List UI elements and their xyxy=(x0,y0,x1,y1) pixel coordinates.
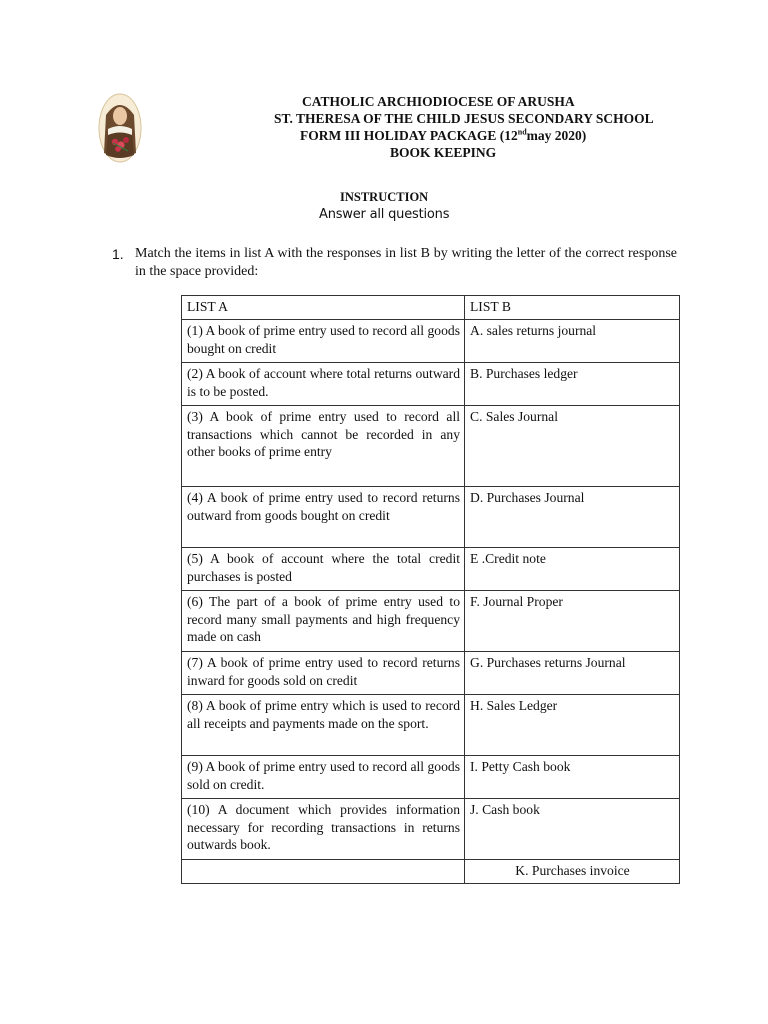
header-line-2: ST. THERESA OF THE CHILD JESUS SECONDARY SCHOOL xyxy=(274,111,654,126)
school-logo xyxy=(98,93,142,163)
list-b-item: D. Purchases Journal xyxy=(465,487,680,548)
table-row xyxy=(182,320,680,363)
list-b-header: LIST B xyxy=(465,296,680,320)
list-a-item xyxy=(182,860,465,884)
list-a-item: (10) A document which provides information necessary for recording transactions in returns outwards book. xyxy=(182,799,465,860)
header-line-3-pre: FORM III HOLIDAY PACKAGE (12 xyxy=(300,128,518,143)
instruction-title: INSTRUCTION xyxy=(340,190,429,204)
list-a-item: (7) A book of prime entry used to record returns inward for goods sold on credit xyxy=(182,652,465,695)
list-b-item: G. Purchases returns Journal xyxy=(465,652,680,695)
instruction-text: Answer all questions xyxy=(319,207,450,222)
list-a-item: (4) A book of prime entry used to record returns outward from goods bought on credit xyxy=(182,487,465,548)
table-row xyxy=(182,756,680,799)
list-a-item: (2) A book of account where total returns outward is to be posted. xyxy=(182,363,465,406)
list-a-item: (3) A book of prime entry used to record all transactions which cannot be recorded in any other books of prime entry xyxy=(182,406,465,487)
list-b-item: H. Sales Ledger xyxy=(465,695,680,756)
table-row xyxy=(182,406,680,487)
table-row xyxy=(182,548,680,591)
table-row xyxy=(182,591,680,652)
list-a-header: LIST A xyxy=(182,296,465,320)
table-row xyxy=(182,652,680,695)
question-text: Match the items in list A with the responses in list B by writing the letter of the correct response in the space provided: xyxy=(135,246,677,279)
header-line-3-sup: nd xyxy=(517,127,527,137)
list-a-item: (8) A book of prime entry which is used to record all receipts and payments made on the sport. xyxy=(182,695,465,756)
matching-table xyxy=(181,295,680,884)
table-row xyxy=(182,860,680,884)
list-b-item: E .Credit note xyxy=(465,548,680,591)
list-b-item: C. Sales Journal xyxy=(465,406,680,487)
list-b-item: A. sales returns journal xyxy=(465,320,680,363)
list-a-item: (5) A book of account where the total credit purchases is posted xyxy=(182,548,465,591)
table-row xyxy=(182,799,680,860)
list-b-item: F. Journal Proper xyxy=(465,591,680,652)
saint-portrait-icon xyxy=(98,93,142,163)
header-line-3-post: may 2020) xyxy=(526,128,587,143)
question-number: 1. xyxy=(112,246,124,262)
table-row xyxy=(182,487,680,548)
header-line-3 xyxy=(300,127,586,144)
table-row xyxy=(182,695,680,756)
list-b-item: J. Cash book xyxy=(465,799,680,860)
table-header-row xyxy=(182,296,680,320)
table-row xyxy=(182,363,680,406)
list-b-item: B. Purchases ledger xyxy=(465,363,680,406)
list-a-item: (6) The part of a book of prime entry used to record many small payments and high frequency made on cash xyxy=(182,591,465,652)
list-b-item: K. Purchases invoice xyxy=(465,860,680,884)
list-a-item: (1) A book of prime entry used to record all goods bought on credit xyxy=(182,320,465,363)
list-a-item: (9) A book of prime entry used to record all goods sold on credit. xyxy=(182,756,465,799)
header-line-1: CATHOLIC ARCHIODIOCESE OF ARUSHA xyxy=(302,94,575,109)
list-b-item: I. Petty Cash book xyxy=(465,756,680,799)
header-line-4: BOOK KEEPING xyxy=(390,145,497,160)
